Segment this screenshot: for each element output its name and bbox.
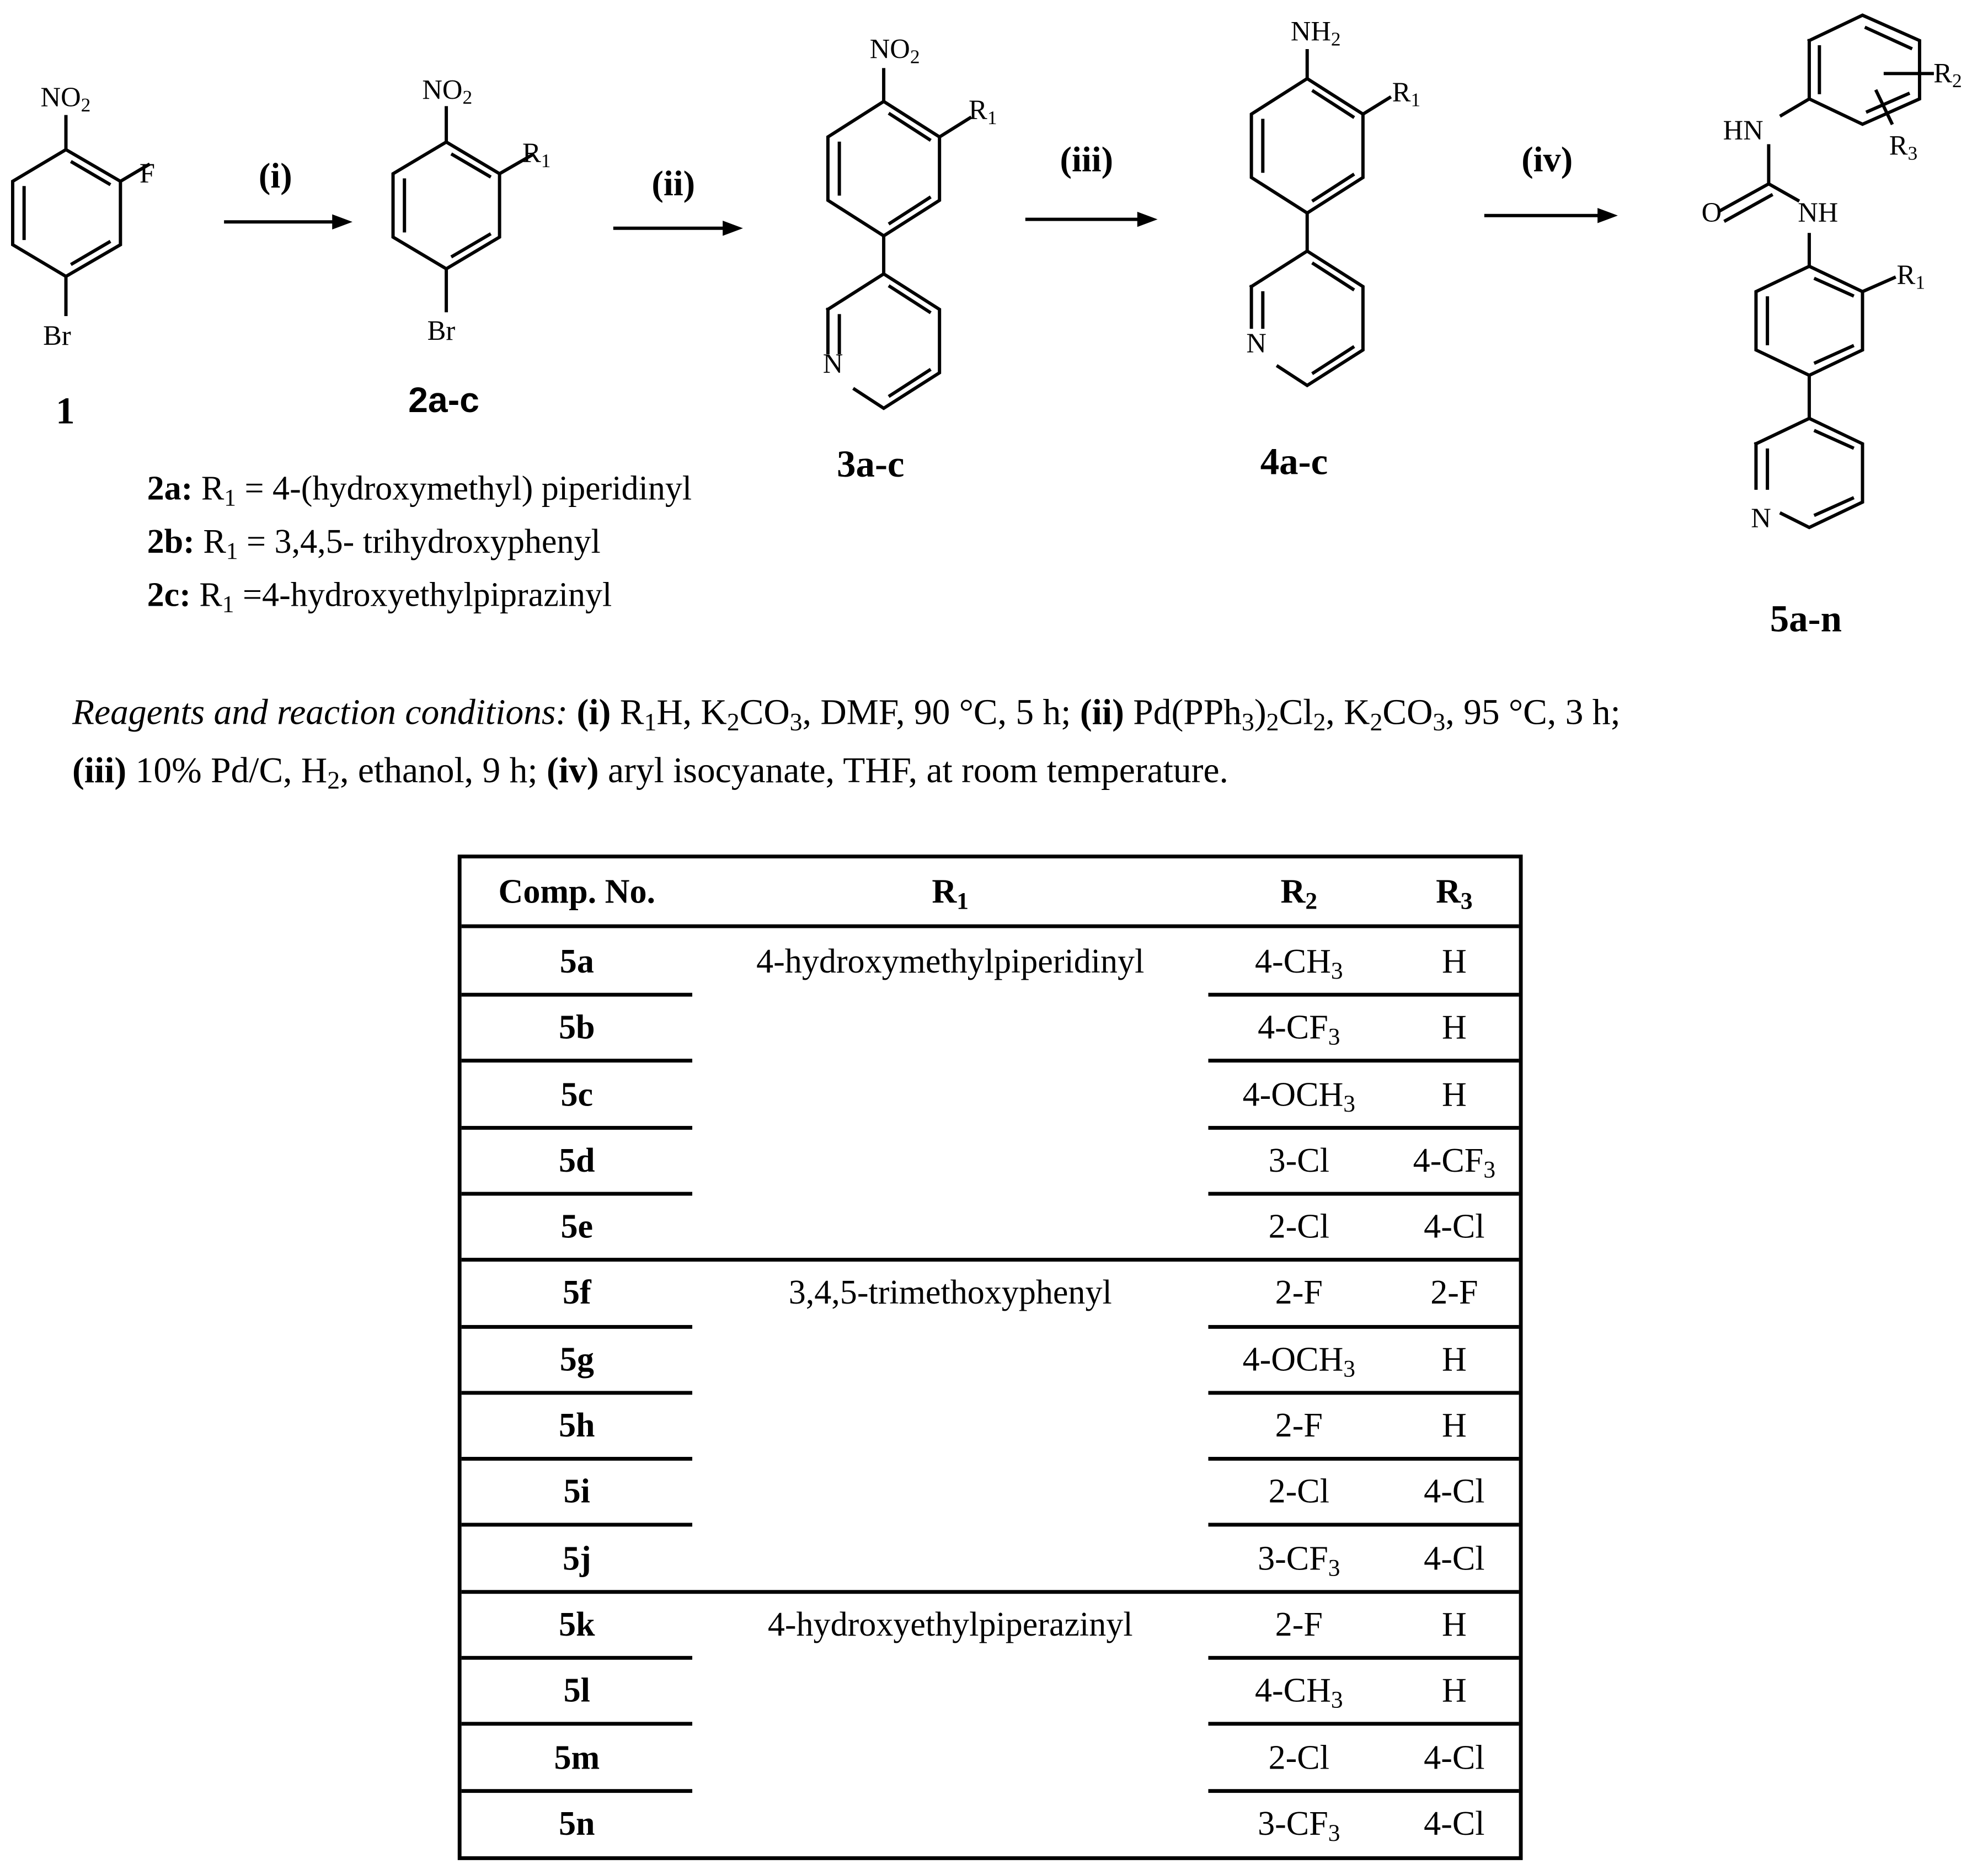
- cell-r2: $4-CH_3$: [1254, 1671, 1343, 1715]
- cell-comp-no: 5h: [559, 1406, 595, 1445]
- compound-4-structure: [1252, 51, 1390, 386]
- table-row: [462, 1128, 1519, 1194]
- compound-label-2a-c: 2a-c: [408, 380, 479, 420]
- cell-comp-no: 5n: [559, 1804, 595, 1842]
- row-divider: [462, 1258, 1519, 1262]
- cell-comp-no: 5f: [562, 1273, 591, 1312]
- cell-comp-no: 5g: [559, 1339, 594, 1378]
- cell-comp-no: 5l: [563, 1671, 590, 1710]
- compound-label-3a-c: 3a-c: [837, 444, 905, 486]
- pyridine-n-label: N: [822, 347, 843, 380]
- header-r2: $R_2$: [1280, 872, 1318, 915]
- caption-text: , 95 °C, 3 h;: [1445, 693, 1621, 733]
- cell-r1: 4-hydroxyethylpiperazinyl: [767, 1605, 1133, 1643]
- compound-label-1: 1: [56, 390, 75, 432]
- caption-line-1: Reagents and reaction conditions: (i) $R_1H$, $K_2CO_3$, DMF, 90 °C, 5 h; (ii) $Pd(PPh_3)_2Cl_2$, $K_2CO_3$, 95 °C, 3 h;: [72, 693, 1621, 737]
- caption-text: aryl isocyanate, THF, at room temperature.: [598, 752, 1228, 792]
- table-row: [462, 1459, 1519, 1525]
- cell-comp-no: 5j: [562, 1539, 591, 1577]
- cell-r1: 4-hydroxymethylpiperidinyl: [756, 942, 1145, 980]
- table-row: [462, 995, 1519, 1061]
- cell-r2: $4-CF_3$: [1258, 1008, 1340, 1051]
- pyridine-n-label: N: [1751, 502, 1771, 534]
- cell-r3: 4-Cl: [1424, 1472, 1485, 1511]
- r1-label: $R_1$: [1392, 76, 1421, 111]
- step-ref: (iii): [72, 752, 127, 792]
- step-ref: (iv): [546, 752, 599, 792]
- legend-2b: 2b: $R_1 = 3,4,5-$ trihydroxyphenyl: [147, 522, 601, 565]
- cell-r3: 4-Cl: [1424, 1804, 1485, 1842]
- subscript: 2: [1370, 708, 1383, 737]
- caption-text: Pd(PPh: [1124, 693, 1242, 733]
- cell-r3: H: [1441, 1406, 1467, 1445]
- table-row: [462, 1260, 1519, 1326]
- cell-r3: H: [1441, 942, 1467, 980]
- subscript: 2: [1266, 708, 1279, 737]
- row-divider: [1208, 993, 1519, 997]
- cell-r2: $4-OCH_3$: [1242, 1339, 1356, 1383]
- cell-r2: 2-F: [1275, 1406, 1323, 1445]
- caption-text: , ethanol, 9 h;: [340, 752, 547, 792]
- cell-r1: 3,4,5-trimethoxyphenyl: [788, 1273, 1112, 1312]
- row-divider: [1208, 1192, 1519, 1196]
- carbonyl-o-label: O: [1701, 196, 1722, 228]
- row-divider: [462, 1722, 692, 1726]
- urea-nh-label: NH: [1798, 196, 1839, 228]
- step-label-i: (i): [258, 157, 292, 197]
- cell-r2: 3-Cl: [1268, 1141, 1329, 1179]
- cell-comp-no: 5m: [554, 1738, 600, 1776]
- caption-text: [568, 693, 576, 733]
- cell-r3: 2-F: [1430, 1273, 1478, 1312]
- subscript: 3: [789, 708, 803, 737]
- table-row: [462, 1194, 1519, 1260]
- cell-comp-no: 5e: [560, 1207, 594, 1246]
- cell-r3: H: [1441, 1671, 1467, 1710]
- header-comp-no: Comp. No.: [498, 872, 656, 910]
- table-row: [462, 928, 1519, 995]
- row-divider: [462, 1125, 692, 1129]
- compound-label-4a-c: 4a-c: [1260, 441, 1328, 483]
- cell-r3: 4-Cl: [1424, 1539, 1485, 1577]
- fluoro-label: F: [139, 157, 155, 189]
- table-row: [462, 1525, 1519, 1591]
- row-divider: [462, 1391, 692, 1395]
- subscript: 3: [1241, 708, 1254, 737]
- cell-r3: H: [1441, 1075, 1467, 1113]
- r1-label: $R_1$: [969, 94, 997, 130]
- cell-r2: 2-Cl: [1268, 1472, 1329, 1511]
- cell-comp-no: 5k: [559, 1605, 595, 1643]
- r1-label: $R_1$: [1896, 258, 1926, 294]
- reaction-conditions-caption: [72, 685, 1621, 801]
- table-row: [462, 1724, 1519, 1791]
- cell-r2: 2-F: [1275, 1605, 1323, 1643]
- row-divider: [462, 1788, 692, 1792]
- subscript: 2: [327, 767, 340, 795]
- step-label-ii: (ii): [651, 164, 696, 205]
- row-divider: [1208, 1457, 1519, 1461]
- table-row: [462, 1791, 1519, 1857]
- r2-label: $R_2$: [1933, 57, 1962, 93]
- cell-r3: 4-Cl: [1424, 1207, 1485, 1246]
- bromo-label: Br: [427, 314, 456, 346]
- step-ref: (ii): [1079, 693, 1124, 733]
- amine-label: $NH_2$: [1290, 15, 1341, 51]
- legend-2c: 2c: $R_1$ =4-hydroxyethylpiprazinyl: [147, 575, 612, 619]
- row-divider: [462, 1656, 692, 1660]
- compound-substituent-table: [458, 854, 1523, 1861]
- header-r3: $R_3$: [1436, 872, 1473, 915]
- caption-text: 10% Pd/C, H: [126, 752, 328, 792]
- caption-text: R: [611, 693, 644, 733]
- row-divider: [1208, 1324, 1519, 1328]
- bromo-label: Br: [43, 319, 71, 351]
- row-divider: [1208, 1059, 1519, 1063]
- r1-label: $R_1$: [522, 137, 551, 173]
- cell-r2: 2-Cl: [1268, 1738, 1329, 1776]
- cell-r2: $4-OCH_3$: [1242, 1075, 1356, 1118]
- row-divider: [1208, 1656, 1519, 1660]
- cell-r3: 4-Cl: [1424, 1738, 1485, 1776]
- nitro-label: $NO_2$: [422, 73, 473, 109]
- cell-comp-no: 5b: [559, 1008, 595, 1046]
- row-divider: [1208, 1391, 1519, 1395]
- caption-text: , DMF, 90 °C, 5 h;: [802, 693, 1080, 733]
- nitro-label: $NO_2$: [40, 81, 91, 117]
- row-divider: [1208, 1125, 1519, 1129]
- step-label-iv: (iv): [1521, 141, 1573, 180]
- compound-2-structure: [393, 108, 533, 311]
- cell-comp-no: 5i: [563, 1472, 590, 1511]
- cell-comp-no: 5a: [559, 942, 594, 980]
- legend-2a: 2a: $R_1$ = 4-(hydroxymethyl) piperidinyl: [147, 469, 692, 512]
- caption-text: Cl: [1279, 693, 1313, 733]
- row-divider: [462, 1457, 692, 1461]
- row-divider: [1208, 1524, 1519, 1527]
- cell-r2: $4-CH_3$: [1254, 942, 1343, 985]
- table-row: [462, 1326, 1519, 1392]
- row-divider: [462, 1590, 1519, 1594]
- cell-r2: $3-CF_3$: [1258, 1804, 1340, 1847]
- caption-text: CO: [739, 693, 790, 733]
- nitro-label: $NO_2$: [869, 33, 920, 68]
- table-row: [462, 1393, 1519, 1459]
- row-divider: [462, 1524, 692, 1527]
- caption-text: H, K: [656, 693, 727, 733]
- caption-line-2: [72, 743, 1621, 802]
- compound-3-structure: [828, 70, 970, 408]
- r3-label: $R_3$: [1889, 129, 1918, 165]
- row-divider: [1208, 1788, 1519, 1792]
- cell-r2: 2-F: [1275, 1273, 1323, 1312]
- cell-comp-no: 5c: [560, 1075, 594, 1113]
- subscript: 1: [644, 708, 657, 737]
- urea-hn-label: HN: [1723, 114, 1763, 146]
- cell-r3: H: [1441, 1008, 1467, 1046]
- row-divider: [462, 1059, 692, 1063]
- compound-1-structure: [13, 116, 148, 314]
- cell-r3: H: [1441, 1339, 1467, 1378]
- cell-comp-no: 5d: [559, 1141, 595, 1179]
- subscript: 2: [1313, 708, 1326, 737]
- table-row: [462, 1658, 1519, 1724]
- subscript: 2: [726, 708, 740, 737]
- table-row: [462, 1061, 1519, 1128]
- step-label-iii: (iii): [1060, 141, 1114, 180]
- row-divider: [462, 993, 692, 997]
- row-divider: [462, 1192, 692, 1196]
- subscript: 3: [1433, 708, 1446, 737]
- cell-r3: H: [1441, 1605, 1467, 1643]
- header-r1: $R_1$: [932, 872, 969, 915]
- cell-r3: $4-CF_3$: [1413, 1141, 1496, 1184]
- table-row: [462, 1591, 1519, 1658]
- caption-text: ): [1254, 693, 1266, 733]
- pyridine-n-label: N: [1246, 327, 1266, 359]
- row-divider: [1208, 1722, 1519, 1726]
- cell-r2: 2-Cl: [1268, 1207, 1329, 1246]
- compound-label-5a-n: 5a-n: [1770, 598, 1842, 640]
- row-divider: [462, 1324, 692, 1328]
- caption-text: , K: [1326, 693, 1370, 733]
- table-body: [462, 928, 1519, 1857]
- caption-text: CO: [1382, 693, 1433, 733]
- table-header-row: [462, 858, 1519, 928]
- step-ref: (i): [576, 693, 611, 733]
- cell-r2: $3-CF_3$: [1258, 1539, 1340, 1582]
